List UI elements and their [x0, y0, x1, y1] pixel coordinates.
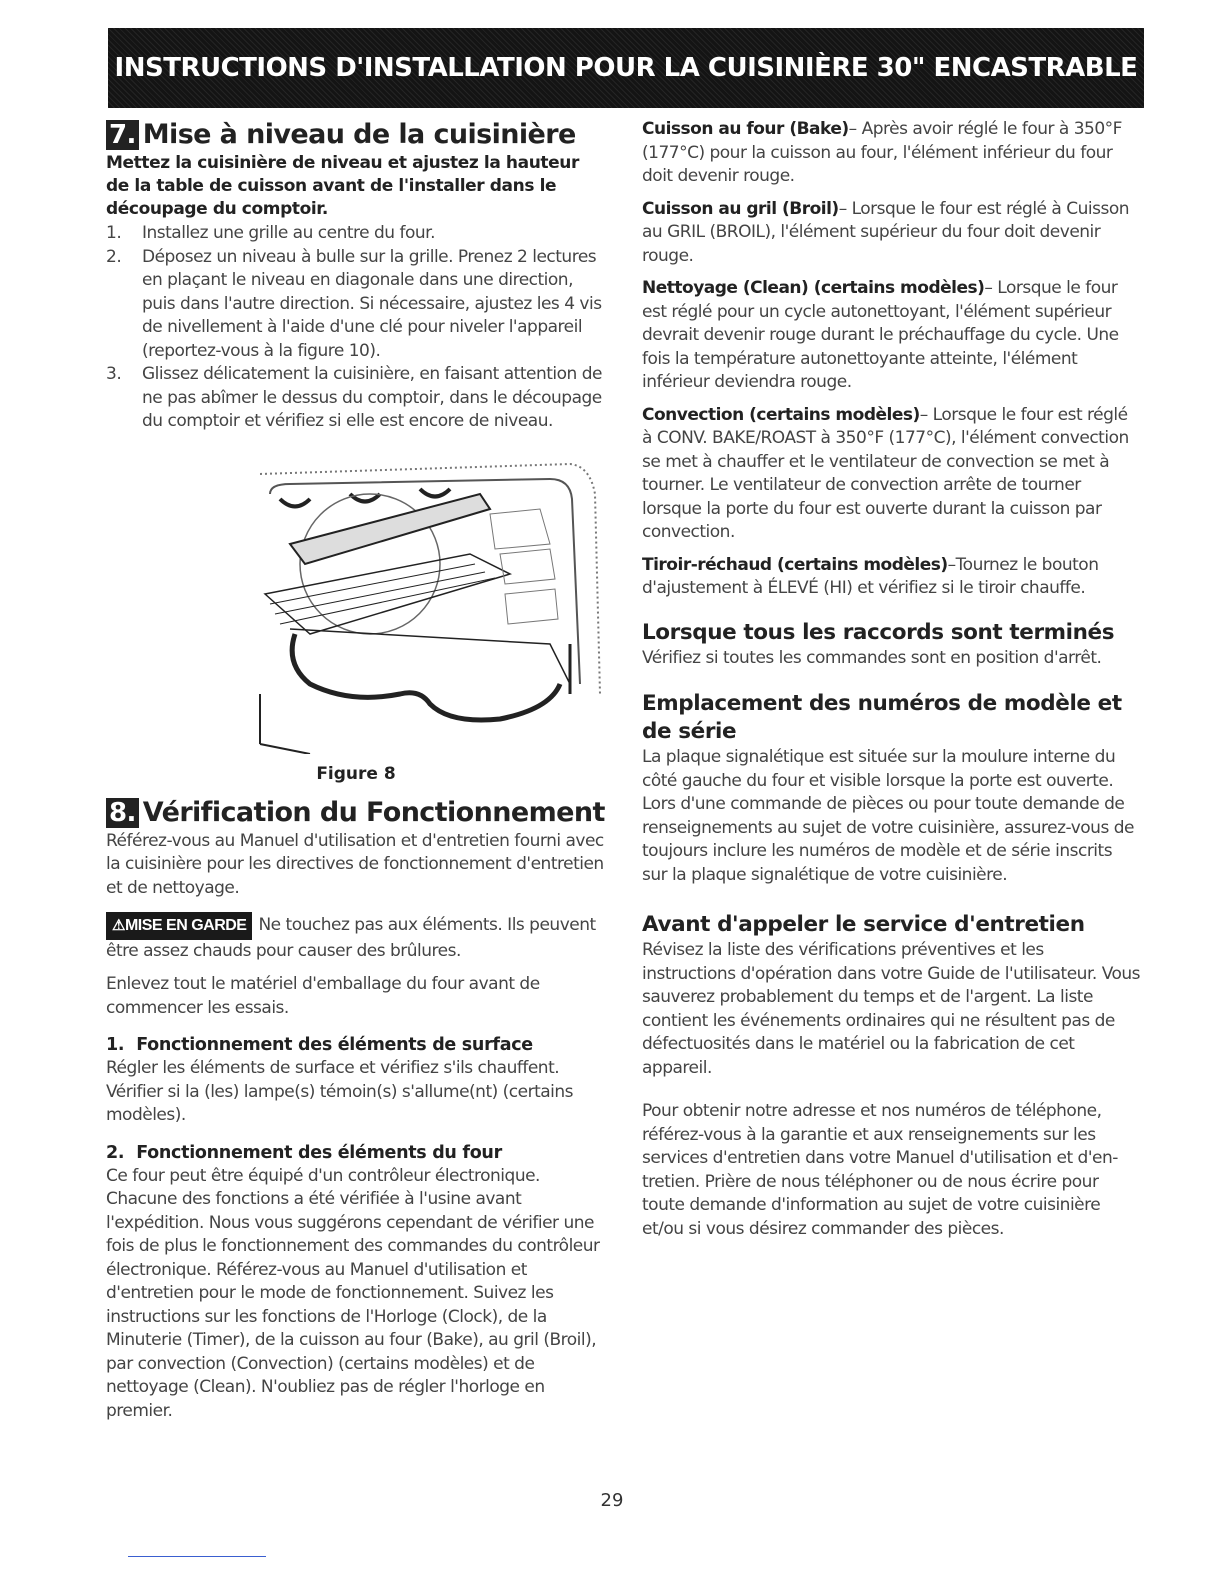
- service-text: Révisez la liste des vérifications préventives et les instructions d'opération dans votre Guide de l'utilisateur. Vous sauverez probablement du temps et de l'argent. La liste contient les événements ordinaires qui ne résultent pas de défectuosités dans le matériel ou la fabrication de cet appareil.: [642, 940, 1141, 1078]
- clean-check: [642, 277, 1142, 395]
- convection-term: Convection (certains modèles): [642, 404, 920, 425]
- model-serial-heading: Emplacement des numéros de modèle et de série: [642, 691, 1122, 744]
- subheading-number: 2.: [106, 1142, 125, 1163]
- step-item: [106, 246, 606, 364]
- bake-check: [642, 118, 1142, 189]
- warning-paragraph: [106, 912, 606, 963]
- bake-term: Cuisson au four (Bake): [642, 119, 849, 139]
- leveling-steps: [106, 222, 606, 434]
- subheading-title: Fonctionnement des éléments du four: [136, 1142, 502, 1163]
- model-serial-text-2: Lors d'une commande de pièces ou pour toute demande de renseignements au sujet de votre cuisinière, assurez-vous de toujours inclure les numéros de modèle et de série inscrits sur la plaque signalétique de votre cuisinière.: [642, 794, 1134, 885]
- oven-elements-text: Ce four peut être équipé d'un contrôleur électronique. Chacune des fonctions a été vérifiée à l'usine avant l'expédition. Nous vous suggérons cependant de vérifier une fois de plus le fonctionnement des commandes du contrôleur électronique. Référez-vous au Manuel d'utilisation et d'entretien pour le mode de fonctionnement. Suivez les instructions sur les fonctions de l'Horloge (Clock), de la Minuterie (Timer), de la cuisson au four (Bake), au gril (Broil), par convection (Convection) (certains modèles) et de nettoyage (Clean). N'oubliez pas de régler l'horloge en premier.: [106, 1165, 600, 1421]
- surface-elements-text: Régler les éléments de surface et vérifiez s'ils chauffent. Vérifier si la (les) lampe(s) témoin(s) s'allume(nt) (certains modèles).: [106, 1058, 574, 1125]
- service-heading: Avant d'appeler le service d'entretien: [642, 912, 1085, 937]
- step-number: 2.: [106, 246, 122, 267]
- section-7-heading: [106, 118, 606, 152]
- warning-label: MISE EN GARDE: [124, 917, 247, 934]
- subheading-title: Fonctionnement des éléments de surface: [136, 1035, 533, 1055]
- step-number: 1.: [106, 223, 122, 243]
- warming-drawer-term: Tiroir-réchaud (certains modèles): [642, 554, 948, 575]
- clean-text: – Lorsque le four est réglé pour un cycle autonettoyant, l'élément supérieur devrait devenir rouge durant le préchauffage du cycle. Une fois la température autonettoyante atteinte, l'élément inférieur deviendra rouge.: [642, 278, 1119, 392]
- section-8-heading: [106, 796, 606, 830]
- oven-interior-drawing: [250, 454, 610, 754]
- section-7-number: 7.: [106, 120, 139, 150]
- section-8-number: 8.: [106, 798, 139, 828]
- step-text: Installez une grille au centre du four.: [142, 223, 435, 243]
- broil-term: Cuisson au gril (Broil): [642, 198, 839, 219]
- broil-text: – Lorsque le four est réglé à Cuisson au GRIL (BROIL), l'élément supérieur du four doit devenir rouge.: [642, 198, 1129, 266]
- section-7-lead: Mettez la cuisinière de niveau et ajustez la hauteur de la table de cuisson avant de l'installer dans le découpage du comptoir.: [106, 153, 579, 219]
- page-number: 29: [600, 1490, 624, 1511]
- warming-drawer-check: [642, 554, 1142, 601]
- connections-heading: Lorsque tous les raccords sont terminés: [642, 619, 1115, 645]
- step-number: 3.: [106, 364, 122, 384]
- section-8-title: Vérification du Fonctionnement: [142, 796, 605, 828]
- step-text: Glissez délicatement la cuisinière, en faisant attention de ne pas abîmer le dessus du comptoir, dans le découpage du comptoir et vérifiez si elle est encore de niveau.: [142, 364, 602, 431]
- convection-check: [642, 404, 1142, 545]
- oven-rack-illustration: [250, 454, 610, 754]
- packaging-note: Enlevez tout le matériel d'emballage du four avant de commencer les essais.: [106, 974, 540, 1018]
- oven-elements-heading: [106, 1142, 606, 1165]
- section-8-intro: Référez-vous au Manuel d'utilisation et d'entretien fourni avec la cuisinière pour les directives de fonctionnement d'entretien et de nettoyage.: [106, 830, 604, 898]
- step-item: [106, 363, 606, 434]
- warning-triangle-icon: ⚠: [112, 917, 125, 934]
- step-text: Déposez un niveau à bulle sur la grille. Prenez 2 lectures en plaçant le niveau en diagonale dans une direction, puis dans l'autre direction. Si nécessaire, ajustez les 4 vis de nivellement à l'aide d'une clé pour niveler l'appareil (reportez-vous à la figure 10).: [142, 246, 602, 361]
- surface-elements-heading: [106, 1034, 606, 1057]
- figure-caption: Figure 8: [316, 763, 396, 784]
- banner-title: INSTRUCTIONS D'INSTALLATION POUR LA CUISINIÈRE 30" ENCASTRABLE: [114, 53, 1138, 83]
- bake-text: – Après avoir réglé le four à 350°F (177°C) pour la cuisson au four, l'élément inférieur du four doit devenir rouge.: [642, 119, 1122, 186]
- warming-drawer-text: –Tournez le bouton d'ajustement à ÉLEVÉ (HI) et vérifiez si le tiroir chauffe.: [642, 554, 1099, 598]
- left-column: [106, 118, 606, 1423]
- contact-text: Pour obtenir notre adresse et nos numéros de téléphone, référez-vous à la garantie et aux renseignements sur les services d'entretien dans votre Manuel d'utilisation et d'en-tretien. Prière de nous téléphoner ou de nous écrire pour toute demande d'information au sujet de votre cuisinière et/ou si vous désirez commander des pièces.: [642, 1101, 1118, 1239]
- model-serial-text-1: La plaque signalétique est située sur la moulure interne du côté gauche du four et visible lorsque la porte est ouverte.: [642, 747, 1116, 791]
- warning-text: Ne touchez pas aux éléments. Ils peuvent être assez chauds pour causer des brûlures.: [106, 915, 596, 961]
- warning-badge: [106, 912, 252, 940]
- subheading-number: 1.: [106, 1035, 125, 1055]
- right-column: [642, 118, 1142, 1241]
- header-banner: [108, 28, 1144, 108]
- footer-rule: [128, 1556, 266, 1557]
- broil-check: [642, 198, 1142, 269]
- section-7-title: Mise à niveau de la cuisinière: [142, 119, 576, 150]
- connections-text: Vérifiez si toutes les commandes sont en position d'arrêt.: [642, 647, 1102, 668]
- step-item: [106, 222, 606, 246]
- convection-text: – Lorsque le four est réglé à CONV. BAKE/ROAST à 350°F (177°C), l'élément convection se met à chauffer et le ventilateur de convection se met à tourner. Le ventilateur de convection arrête de tourner lorsque la porte du four est ouverte durant la cuisson par convection.: [642, 404, 1129, 542]
- clean-term: Nettoyage (Clean) (certains modèles): [642, 278, 985, 298]
